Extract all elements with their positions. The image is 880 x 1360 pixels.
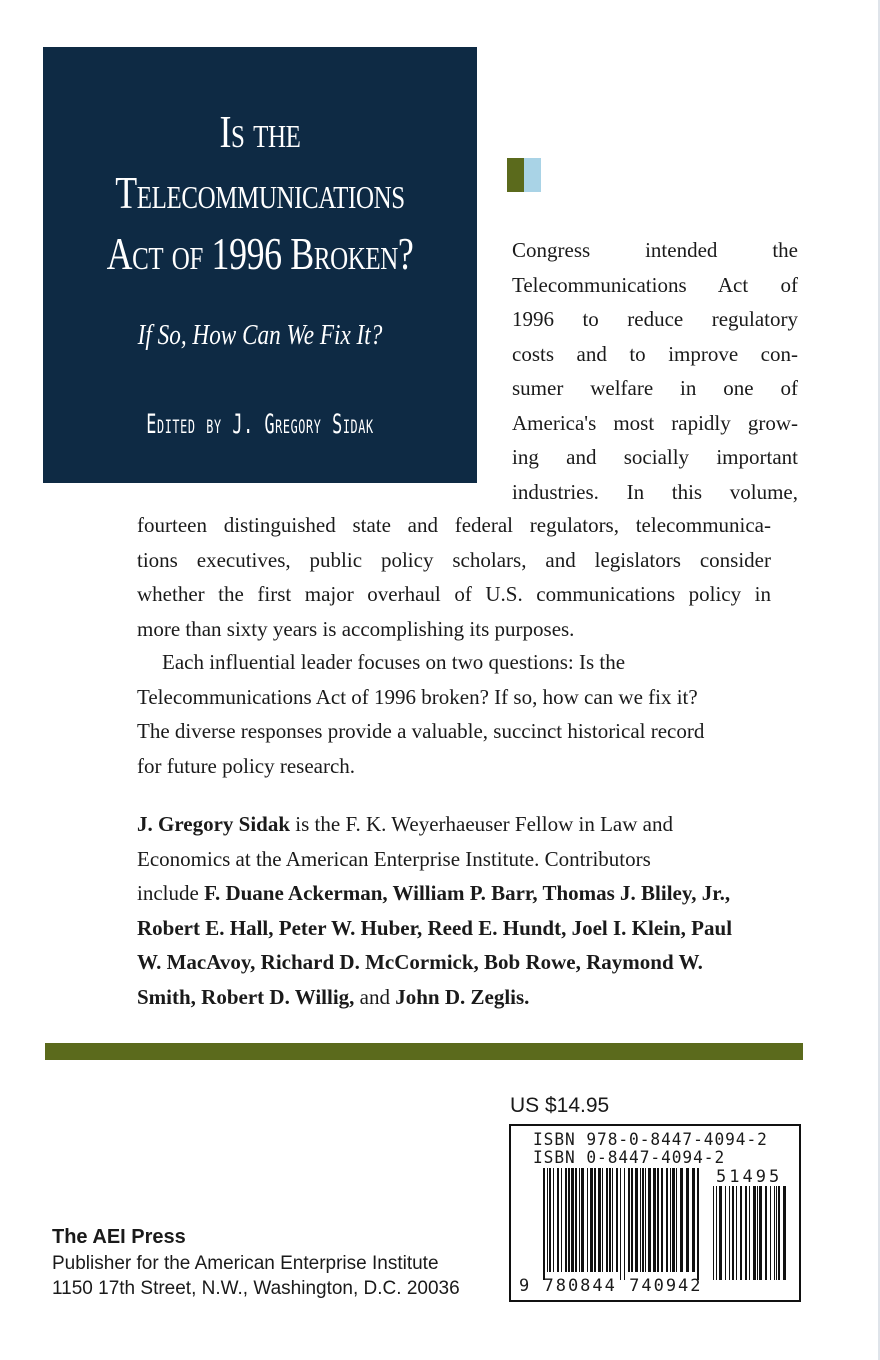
barcode-bar	[628, 1168, 630, 1272]
publisher-line-1: Publisher for the American Enterprise Institute	[52, 1253, 439, 1274]
publisher-name: The AEI Press	[52, 1226, 186, 1248]
book-title-line-1: Is the	[219, 106, 301, 157]
barcode-bar	[594, 1168, 596, 1272]
barcode-bar	[713, 1186, 714, 1280]
bio-line	[137, 876, 732, 911]
barcode-bar	[568, 1168, 570, 1272]
barcode-bar	[557, 1168, 559, 1272]
title-panel	[43, 47, 477, 483]
barcode-bar	[759, 1186, 762, 1280]
publisher-address: 1150 17th Street, N.W., Washington, D.C. 20036	[52, 1278, 460, 1299]
barcode-bar	[774, 1186, 775, 1280]
barcode-bar	[581, 1168, 584, 1272]
blurb-line: Telecommunications Act of 1996 broken? If so, how can we fix it?	[137, 684, 698, 709]
bio-line	[137, 807, 732, 842]
barcode-bar	[770, 1186, 771, 1280]
barcode-bar	[661, 1168, 663, 1272]
barcode-bar	[680, 1168, 683, 1272]
blurb-line: costs and to improve con-	[512, 341, 798, 366]
bio-line	[137, 980, 732, 1015]
bio-contributors: F. Duane Ackerman, William P. Barr, Thomas J. Bliley, Jr.,	[204, 881, 731, 905]
price-label: US $14.95	[510, 1094, 610, 1117]
bio-contributors: W. MacAvoy, Richard D. McCormick, Bob Rowe, Raymond W.	[137, 950, 703, 974]
barcode-bar	[543, 1168, 545, 1280]
blurb-paragraph-1-right	[512, 233, 798, 509]
bio-contributors: Robert E. Hall, Peter W. Huber, Reed E. Hundt, Joel I. Klein, Paul	[137, 915, 733, 940]
barcode-bar	[745, 1186, 747, 1280]
barcode-bar	[620, 1168, 621, 1280]
barcode-bar	[692, 1168, 695, 1272]
blurb-line: whether the first major overhaul of U.S. communications policy in	[137, 582, 771, 606]
barcode-bar	[776, 1186, 777, 1280]
barcode-bar	[672, 1168, 675, 1272]
barcode-bar	[579, 1168, 580, 1272]
editor-bio	[137, 807, 732, 1014]
blurb-line: ing and socially important	[512, 445, 798, 469]
barcode-bar	[697, 1168, 699, 1280]
blurb-line: sumer welfare in one of	[512, 376, 798, 400]
blurb-line: 1996 to reduce regulatory	[512, 307, 798, 331]
book-subtitle: If So, How Can We Fix It?	[137, 319, 383, 351]
barcode-bar	[719, 1186, 722, 1280]
barcode-bar	[757, 1186, 758, 1280]
barcode-digits: 9 780844 740942	[519, 1276, 703, 1296]
barcode-bar	[640, 1168, 641, 1272]
barcode-bar	[686, 1168, 689, 1272]
barcode-bar	[725, 1186, 726, 1280]
barcode-bar	[598, 1168, 601, 1272]
blurb-line: for future policy research.	[137, 753, 356, 778]
barcode-bar	[606, 1168, 608, 1272]
book-title-line-2: Telecommunications	[115, 167, 405, 218]
book-title-line-3: Act of 1996 Broken?	[106, 228, 414, 279]
barcode-bar	[736, 1186, 737, 1280]
blurb-line: America's most rapidly grow-	[512, 410, 798, 435]
isbn-10: ISBN 0-8447-4094-2	[533, 1148, 726, 1168]
barcode-bar	[561, 1168, 562, 1272]
barcode-bar	[657, 1168, 659, 1272]
blurb-line: The diverse responses provide a valuable, succinct historical record	[137, 719, 705, 743]
barcode-bar	[753, 1186, 756, 1280]
barcode-bar	[729, 1186, 730, 1280]
barcode-bar	[749, 1186, 750, 1280]
barcode-bar	[612, 1168, 613, 1272]
barcode-bar	[575, 1168, 577, 1272]
bio-contributors: John D. Zeglis.	[395, 984, 530, 1009]
bio-line	[137, 911, 732, 946]
blurb-paragraph-1-full	[137, 508, 771, 646]
barcode-bar	[571, 1168, 574, 1272]
blurb-paragraph-2	[137, 645, 704, 783]
price-code: 51495	[716, 1167, 783, 1187]
barcode-bar	[547, 1168, 548, 1272]
barcode-bar	[653, 1168, 656, 1272]
barcode-bar	[670, 1168, 671, 1272]
barcode-bar	[783, 1186, 786, 1280]
blurb-line: Congress intended the	[512, 238, 798, 262]
olive-divider-rule	[45, 1043, 803, 1060]
barcode-bar	[565, 1168, 567, 1272]
barcode-bar	[740, 1186, 742, 1280]
editor-credit: Edited by J. Gregory Sidak	[146, 409, 374, 440]
barcode-bar	[765, 1186, 767, 1280]
barcode-bar	[587, 1168, 588, 1272]
barcode-bar	[642, 1168, 644, 1272]
barcode-bar	[732, 1186, 734, 1280]
bio-line: Economics at the American Enterprise Institute. Contributors	[137, 846, 651, 871]
barcode-bar	[778, 1186, 780, 1280]
blurb-line: more than sixty years is accomplishing its purposes.	[137, 616, 575, 641]
barcode-bar	[716, 1186, 717, 1280]
barcode-bar	[549, 1168, 551, 1272]
ornament-olive-block	[507, 158, 524, 192]
blurb-line: industries. In this volume,	[512, 479, 798, 504]
blurb-line: tions executives, public policy scholars, and legislators consider	[137, 547, 771, 572]
barcode-bar	[624, 1168, 625, 1280]
barcode-bar	[631, 1168, 633, 1272]
bio-text: include	[137, 881, 205, 905]
barcode-bar	[590, 1168, 593, 1272]
barcode-bar	[635, 1168, 638, 1272]
color-ornament-icon	[507, 158, 541, 192]
bio-editor-name: J. Gregory Sidak	[137, 812, 291, 836]
bio-text: is the F. K. Weyerhaeuser Fellow in Law and	[290, 812, 673, 836]
ornament-blue-block	[524, 158, 541, 192]
bio-text: and	[354, 984, 396, 1009]
blurb-line: fourteen distinguished state and federal regulators, telecommunica-	[137, 513, 771, 537]
barcode-bar	[609, 1168, 611, 1272]
barcode-bar	[648, 1168, 651, 1272]
barcode-bar	[666, 1168, 668, 1272]
isbn-13: ISBN 978-0-8447-4094-2	[533, 1130, 768, 1150]
barcode-bar	[676, 1168, 677, 1272]
blurb-line: Each influential leader focuses on two questions: Is the	[162, 650, 626, 674]
barcode-bar	[616, 1168, 618, 1272]
blurb-line: Telecommunications Act of	[512, 272, 798, 297]
bio-line	[137, 945, 732, 980]
bio-contributors: Smith, Robert D. Willig,	[137, 984, 355, 1009]
barcode-panel	[509, 1124, 801, 1302]
barcode-bar	[553, 1168, 554, 1272]
barcode-bar	[602, 1168, 603, 1272]
barcode-bar	[645, 1168, 646, 1272]
